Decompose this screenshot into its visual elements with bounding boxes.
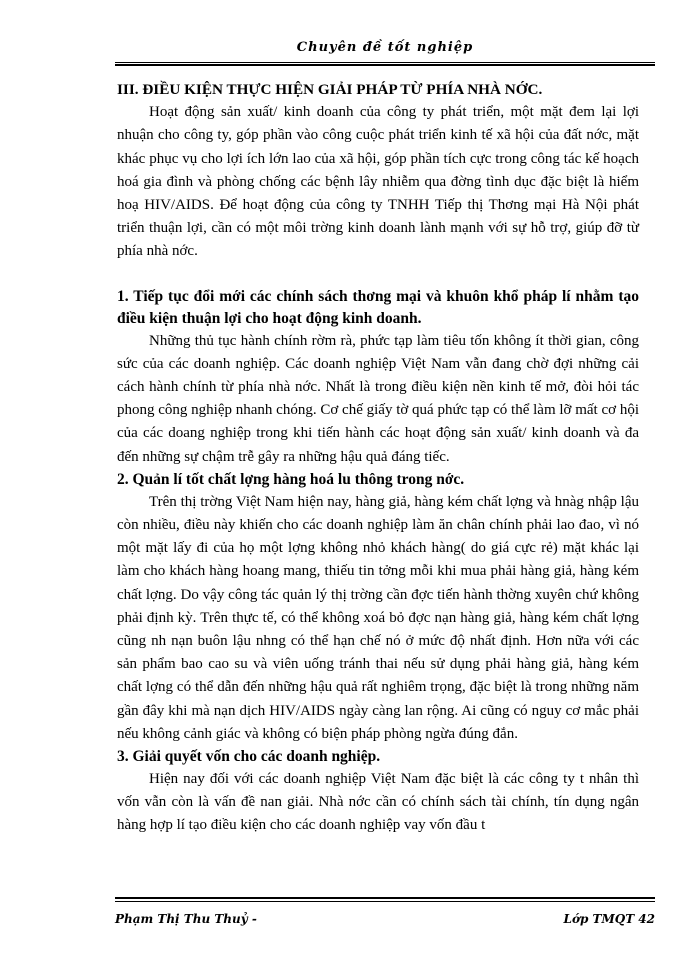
footer-rule-thick <box>115 897 655 899</box>
intro-paragraph: Hoạt động sản xuất/ kinh doanh của công ty phát triển, một mặt đem lại lợi nhuận cho công ty, góp phần vào công cuộc phát triển kinh tế xã hội của đất nớc, mặt khác phục vụ cho lợi ích lớn lao của xã hội, góp phần tích cực trong công tác kế hoạch hoá gia đình và phòng chống các bệnh lây nhiễm qua đờng tình dục đặc biệt là hiểm hoạ HIV/AIDS. Để hoạt động của công ty TNHH Tiếp thị Thơng mại Hà Nội phát triển thuận lợi, cần có một môi trờng kinh doanh lành mạnh với sự hỗ trợ, giúp đỡ từ phía nhà nớc. <box>117 104 639 260</box>
header-rule <box>115 62 655 63</box>
footer-author: Phạm Thị Thu Thuỷ - <box>115 912 257 926</box>
document-body <box>117 78 639 838</box>
page-header-title: Chuyên đề tốt nghiệp <box>296 40 474 55</box>
subsection-2-title: 2. Quản lí tốt chất lợng hàng hoá lu thông trong nớc. <box>117 470 465 488</box>
subsection-3-title: 3. Giải quyết vốn cho các doanh nghiệp. <box>117 748 381 766</box>
header-rule-thick <box>115 64 655 66</box>
subsection-1-title: 1. Tiếp tục đổi mới các chính sách thơng mại và khuôn khổ pháp lí nhằm tạo điều kiện thuận lợi cho hoạt động kinh doanh. <box>117 287 639 327</box>
footer-rule <box>115 901 655 902</box>
subsection-1-body: Những thủ tục hành chính rờm rà, phức tạp làm tiêu tốn không ít thời gian, công sức của các doanh nghiệp. Các doanh nghiệp Việt Nam vẫn đang chờ đợi những cải cách hành chính từ phía nhà nớc. Nhất là trong điều kiện nền kinh tế mở, đòi hỏi tác phong công nghiệp nhanh chóng. Cơ chế giấy tờ quá phức tạp có thể làm lỡ mất cơ hội của các doang nghiệp trong khi tiến hành các hoạt động sản xuất/ kinh doanh và đa đến những sự chậm trễ gây ra những hậu quả đáng tiếc. <box>117 332 639 465</box>
subsection-2-body: Trên thị trờng Việt Nam hiện nay, hàng giả, hàng kém chất lợng và hnàg nhập lậu còn nhiều, điều này khiến cho các doanh nghiệp làm ăn chân chính phải lao đao, vì nó một mặt lấy đi của họ một lợng không nhỏ khách hàng( do giá cực rẻ) mặt khác lại làm cho khách hàng hoang mang, thiếu tin tởng mỗi khi mua phải hàng giả, hàng kém chất lợng. Do vậy công tác quản lý thị trờng cần đợc tiến hành thờng xuyên chứ không phải định kỳ. Trên thực tế, có thể không xoá bỏ đợc nạn hàng giả, hàng kém chất lợng cũng nh nạn buôn lậu nhng có thể hạn chế nó ở mức độ nhất định. Hơn nữa với các sản phẩm bao cao su và viên uống tránh thai nếu sử dụng phải hàng giả, hàng kém chất lợng có thể dẫn đến những hậu quả rất nghiêm trọng, đặc biệt là trong những năm gần đây khi mà nạn dịch HIV/AIDS ngày càng lan rộng. Ai cũng có nguy cơ mắc phải nếu không cảnh giác và không có biện pháp phòng ngừa đúng đắn. <box>117 493 639 742</box>
page-footer <box>115 912 655 932</box>
paragraph-gap <box>117 264 639 286</box>
subsection-3-body: Hiện nay đối với các doanh nghiệp Việt Nam đặc biệt là các công ty t nhân thì vốn vẫn còn là vấn đề nan giải. Nhà nớc cần có chính sách tài chính, tín dụng ngân hàng hợp lí tạo điều kiện cho các doanh nghiệp vay vốn đầu t <box>117 771 639 834</box>
section-heading: III. ĐIỀU KIỆN THỰC HIỆN GIẢI PHÁP TỪ PHÍA NHÀ NỚC. <box>117 81 543 98</box>
footer-class: Lớp TMQT 42 <box>563 912 655 926</box>
